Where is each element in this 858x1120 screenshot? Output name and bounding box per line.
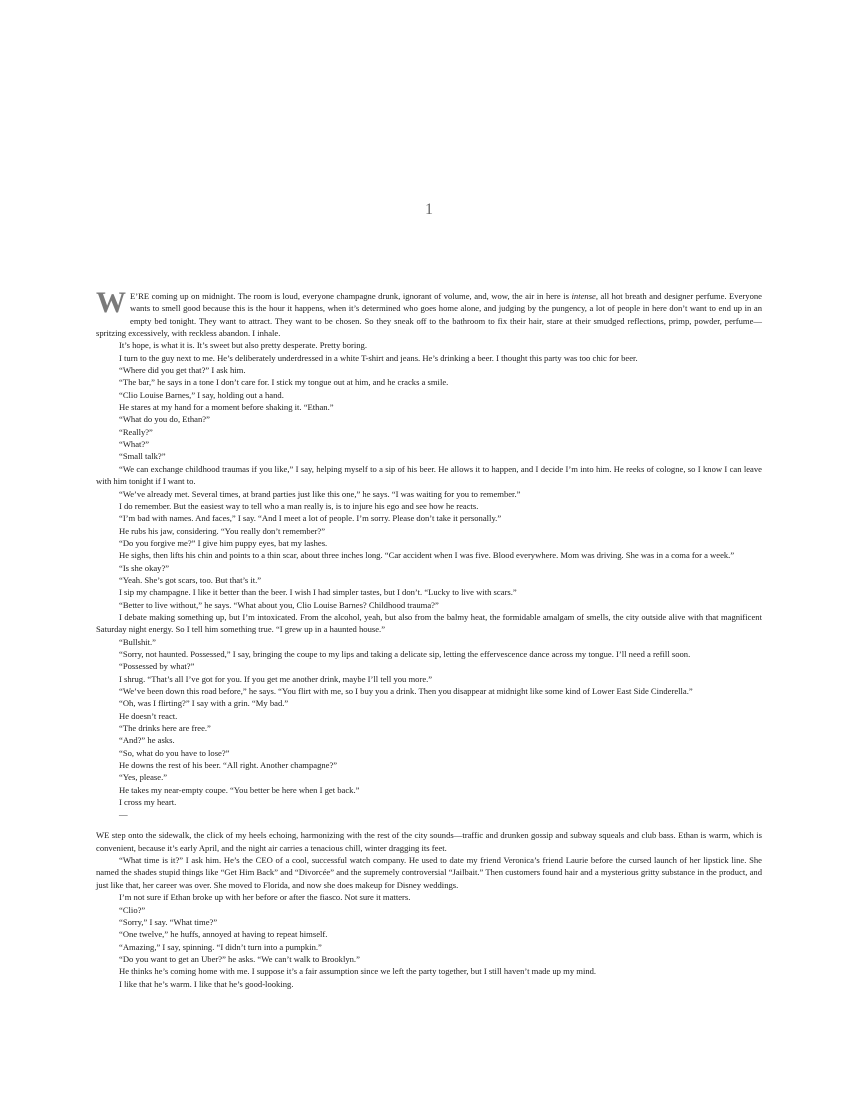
paragraph: I shrug. “That’s all I’ve got for you. If you get me another drink, maybe I’ll tell you more.”	[119, 673, 433, 684]
paragraph: “Better to live without,” he says. “What about you, Clio Louise Barnes? Childhood trauma?”	[119, 599, 439, 610]
paragraph: “So, what do you have to lose?”	[119, 747, 230, 758]
paragraph: “The bar,” he says in a tone I don’t care for. I stick my tongue out at him, and he cracks a smile.	[119, 377, 449, 388]
chapter-body	[96, 286, 762, 990]
paragraph: I’m not sure if Ethan broke up with her before or after the fiasco. Not sure it matters.	[119, 892, 411, 903]
paragraph: “Sorry, not haunted. Possessed,” I say, bringing the coupe to my lips and taking a delicate sip, letting the effervescence dance across my tongue. I’ll need a refill soon.	[119, 648, 691, 659]
paragraph: “Really?”	[119, 426, 153, 437]
paragraph: “We’ve already met. Several times, at brand parties just like this one,” he says. “I was waiting for you to remember.”	[119, 488, 521, 499]
paragraph: “Where did you get that?” I ask him.	[119, 365, 246, 376]
paragraph: I like that he’s warm. I like that he’s good-looking.	[119, 978, 294, 989]
paragraph: I turn to the guy next to me. He’s deliberately underdressed in a white T-shirt and jeans. He’s drinking a beer. I thought this party was too chic for beer.	[119, 352, 638, 363]
opening-lead: E’RE	[130, 291, 150, 301]
paragraph: “Clio Louise Barnes,” I say, holding out a hand.	[119, 389, 284, 400]
section-two-first-paragraph	[96, 829, 762, 854]
chapter-number: 1	[425, 201, 433, 218]
paragraph: “Do you forgive me?” I give him puppy eyes, bat my lashes.	[119, 537, 328, 548]
paragraph: “We’ve been down this road before,” he says. “You flirt with me, so I buy you a drink. Then you disappear at midnight like some kind of Lower East Side Cinderella.”	[119, 686, 693, 696]
scene-two-paragraphs	[96, 854, 762, 990]
paragraph: I sip my champagne. I like it better than the beer. I wish I had simpler tastes, but I don’t. “Lucky to live with scars.”	[119, 587, 517, 598]
opening-paragraph	[96, 286, 762, 339]
paragraph: I cross my heart.	[119, 797, 177, 808]
opening-emphasis: intense	[571, 291, 596, 301]
paragraph: He thinks he’s coming home with me. I suppose it’s a fair assumption since we left the party together, but I still haven’t made up my mind.	[119, 966, 597, 977]
paragraph: He stares at my hand for a moment before shaking it. “Ethan.”	[119, 402, 334, 413]
paragraph: “Sorry,” I say. “What time?”	[119, 916, 218, 927]
paragraph: “Is she okay?”	[119, 562, 170, 573]
paragraph: He doesn’t react.	[119, 710, 178, 721]
paragraph: He takes my near-empty coupe. “You better be here when I get back.”	[119, 784, 360, 795]
paragraph: “The drinks here are free.”	[119, 723, 211, 734]
paragraph: “Amazing,” I say, spinning. “I didn’t turn into a pumpkin.”	[119, 941, 322, 952]
section-two-text: step onto the sidewalk, the click of my heels echoing, harmonizing with the rest of the city sounds—traffic and drunken gossip and subway squeals and club bass. Ethan is warm, which is convenient, because it’s early April, and the night air carries a tenacious chill, winter dragging its feet.	[96, 830, 762, 853]
section-gap	[96, 820, 762, 829]
paragraph: “What do you do, Ethan?”	[119, 414, 210, 425]
paragraph: “Do you want to get an Uber?” he asks. “We can’t walk to Brooklyn.”	[119, 953, 360, 964]
paragraph: “One twelve,” he huffs, annoyed at having to repeat himself.	[119, 929, 328, 940]
paragraph: He sighs, then lifts his chin and points to a thin scar, about three inches long. “Car accident when I was five. Blood everywhere. Mom was driving. She was in a coma for a week.”	[119, 550, 735, 561]
opening-text: coming up on midnight. The room is loud, everyone champagne drunk, ignorant of volume, and, wow, the air in here is	[149, 291, 572, 301]
paragraph: “Yeah. She’s got scars, too. But that’s it.”	[119, 574, 262, 585]
paragraph: I debate making something up, but I’m intoxicated. From the alcohol, yeah, but also from the balmy heat, the formidable amalgam of smells, the city outside alive with that magnificent Saturday night energy. So I tell him something true. “I grew up in a haunted house.”	[96, 611, 762, 635]
paragraph: It’s hope, is what it is. It’s sweet but also pretty desperate. Pretty boring.	[119, 340, 367, 351]
paragraph: “Small talk?”	[119, 451, 166, 462]
section-two-lead: WE	[96, 830, 110, 841]
paragraph: “Oh, was I flirting?” I say with a grin. “My bad.”	[119, 698, 289, 709]
paragraph: “Clio?”	[119, 904, 146, 915]
paragraph: He rubs his jaw, considering. “You really don’t remember?”	[119, 525, 326, 536]
paragraph: “I’m bad with names. And faces,” I say. “And I meet a lot of people. I’m sorry. Please don’t take it personally.”	[119, 513, 502, 524]
paragraph: “Bullshit.”	[119, 636, 156, 647]
paragraph: “What?”	[119, 439, 150, 450]
drop-cap: W	[96, 286, 126, 319]
scene-one-paragraphs	[96, 339, 762, 808]
opening-tail: , all hot breath and designer perfume. Everyone wants to smell good because this is the hour it happens, when it’s determined who goes home alone, and judging by the pungency, a lot of people in here don’t want to end up in an empty bed tonight. They want to attract. They want to be chosen. So they sneak off to the bathroom to fix their hair, stare at their smudged reflections, primp, powder, perfume—spritzing excessively, with reckless abandon. I inhale.	[96, 291, 762, 339]
paragraph: “Possessed by what?”	[119, 661, 195, 672]
paragraph: I do remember. But the easiest way to tell who a man really is, is to injure his ego and see how he reacts.	[119, 500, 479, 511]
paragraph: “We can exchange childhood traumas if you like,” I say, helping myself to a sip of his beer. He allows it to happen, and I decide I’m into him. He reeks of cologne, so I know I can leave with him tonight if I want to.	[96, 463, 762, 487]
paragraph: He downs the rest of his beer. “All right. Another champagne?”	[119, 760, 338, 771]
paragraph: “Yes, please.”	[119, 772, 168, 783]
paragraph: “What time is it?” I ask him. He’s the CEO of a cool, successful watch company. He used to date my friend Veronica’s friend Laurie before the cursed launch of her lipstick line. She named the shades stupid things like “Get Him Back” and “Divorcée” and the supremely controversial “Jailbait.” Then customers found hair and a mysterious gritty substance in the product, and just like that, her career was over. She moved to Florida, and now she does makeup for Disney weddings.	[96, 855, 762, 890]
paragraph: “And?” he asks.	[119, 735, 175, 746]
section-separator: —	[119, 809, 128, 820]
